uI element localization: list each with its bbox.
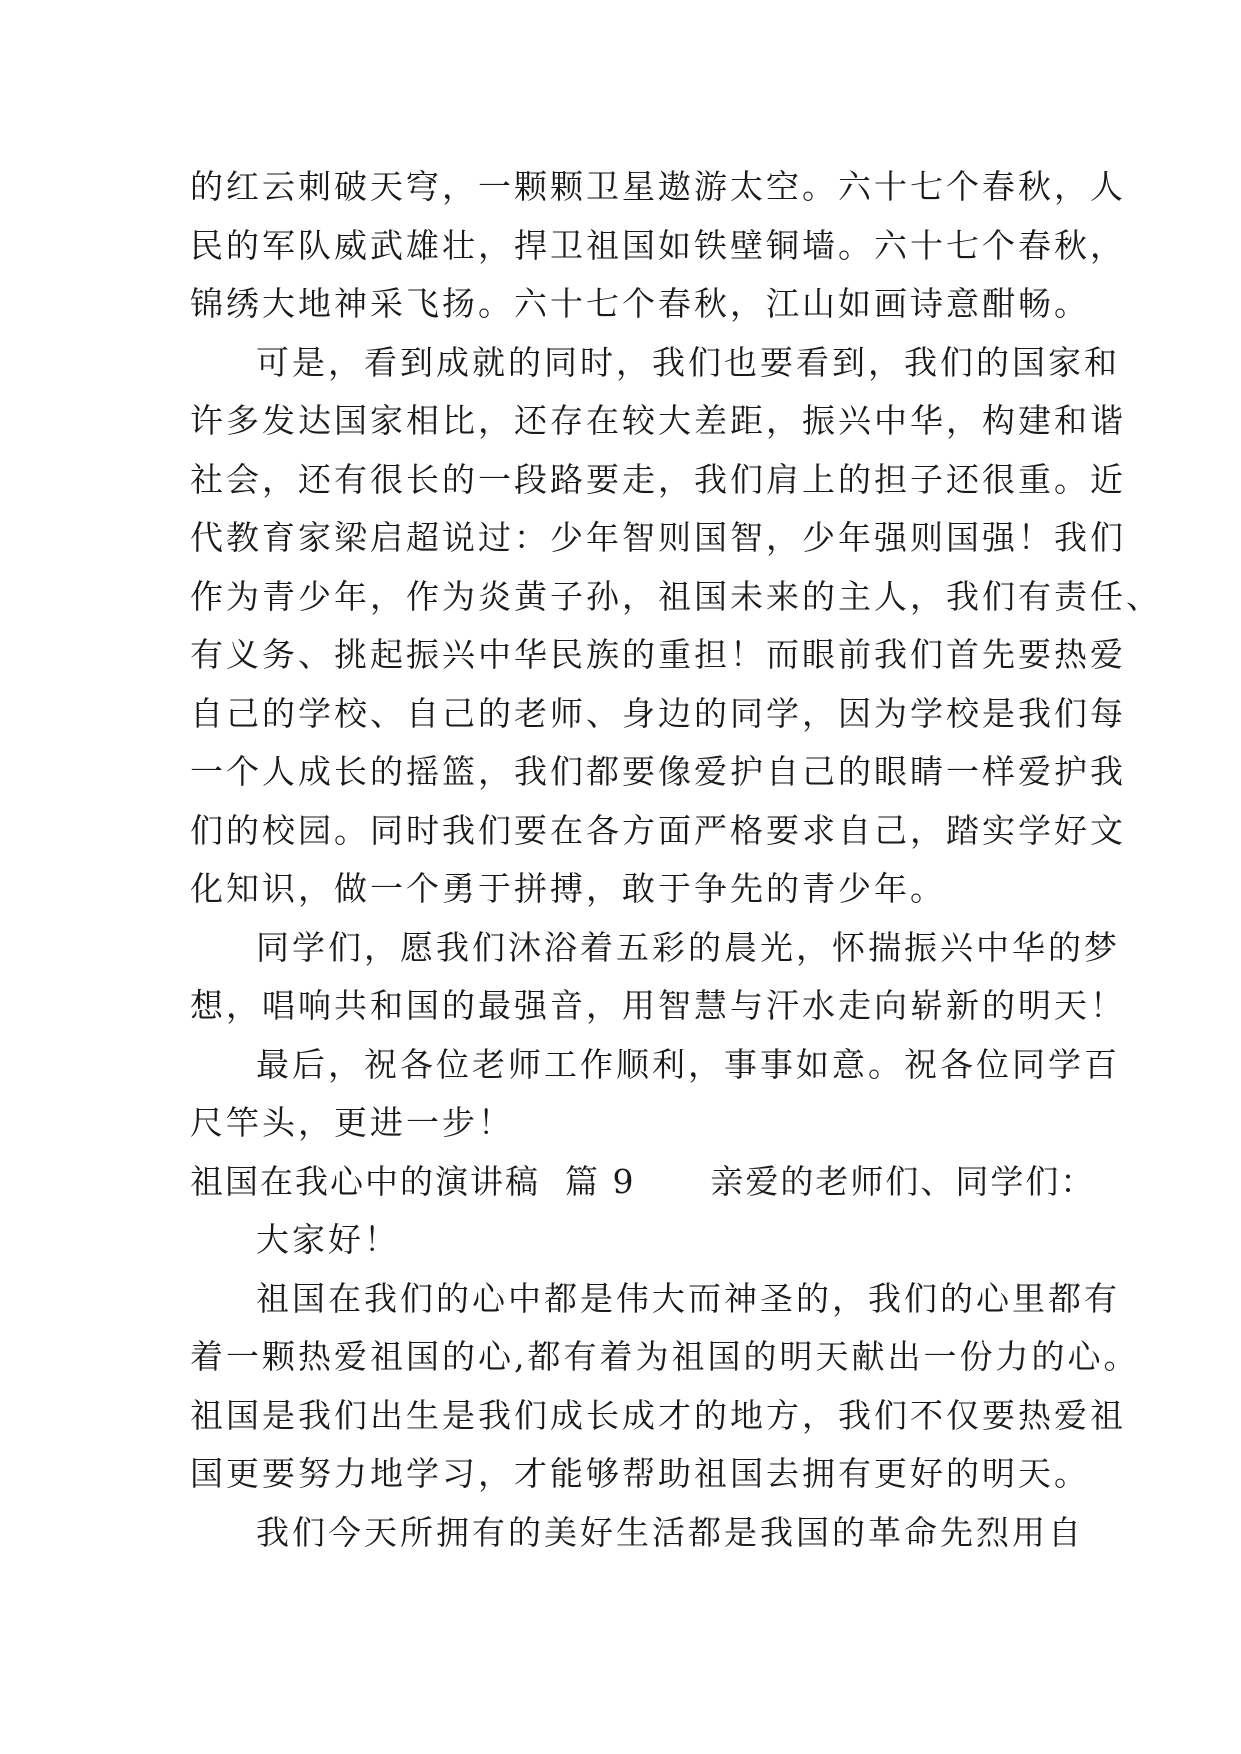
document-body	[190, 158, 1162, 1562]
text-line: 一个人成长的摇篮，我们都要像爱护自己的眼睛一样爱护我	[190, 752, 1126, 791]
text-line: 们的校园。同时我们要在各方面严格要求自己，踏实学好文	[190, 810, 1126, 850]
text-line: 作为青少年，作为炎黄子孙，祖国未来的主人，我们有责任、	[190, 576, 1162, 616]
text-line: 有义务、挑起振兴中华民族的重担！而眼前我们首先要热爱	[190, 635, 1126, 674]
text-line: 着一颗热爱祖国的心,都有着为祖国的明天献出一份力的心。	[190, 1337, 1140, 1376]
text-line: 国更要努力地学习，才能够帮助祖国去拥有更好的明天。	[190, 1454, 1090, 1493]
paragraph-start-line: 最后，祝各位老师工作顺利，事事如意。祝各位同学百	[256, 1044, 1120, 1084]
text-line: 的红云刺破天穹，一颗颗卫星遨游太空。六十七个春秋，人	[190, 167, 1126, 206]
greeting-line: 大家好！	[256, 1220, 400, 1259]
text-line: 想，唱响共和国的最强音，用智慧与汗水走向崭新的明天！	[190, 986, 1126, 1025]
paragraph-start-line: 可是，看到成就的同时，我们也要看到，我们的国家和	[256, 342, 1120, 382]
text-line: 民的军队威武雄壮，捍卫祖国如铁壁铜墙。六十七个春秋，	[190, 225, 1126, 265]
paragraph-start-line: 同学们，愿我们沐浴着五彩的晨光，怀揣振兴中华的梦	[256, 927, 1120, 967]
paragraph-start-line: 我们今天所拥有的美好生活都是我国的革命先烈用自	[256, 1512, 1084, 1552]
section-heading-line: 祖国在我心中的演讲稿 篇 9 亲爱的老师们、同学们：	[190, 1161, 1096, 1201]
text-line: 锦绣大地神采飞扬。六十七个春秋，江山如画诗意酣畅。	[190, 284, 1090, 323]
text-line: 许多发达国家相比，还存在较大差距，振兴中华，构建和谐	[190, 401, 1126, 440]
text-line: 祖国是我们出生是我们成长成才的地方，我们不仅要热爱祖	[190, 1395, 1126, 1435]
text-line: 自己的学校、自己的老师、身边的同学，因为学校是我们每	[190, 693, 1126, 733]
text-line: 代教育家梁启超说过：少年智则国智，少年强则国强！我们	[190, 518, 1126, 557]
text-line: 尺竿头，更进一步！	[190, 1103, 514, 1142]
paragraph-start-line: 祖国在我们的心中都是伟大而神圣的，我们的心里都有	[256, 1278, 1120, 1318]
text-line: 社会，还有很长的一段路要走，我们肩上的担子还很重。近	[190, 459, 1126, 499]
text-line: 化知识，做一个勇于拼搏，敢于争先的青少年。	[190, 869, 946, 908]
